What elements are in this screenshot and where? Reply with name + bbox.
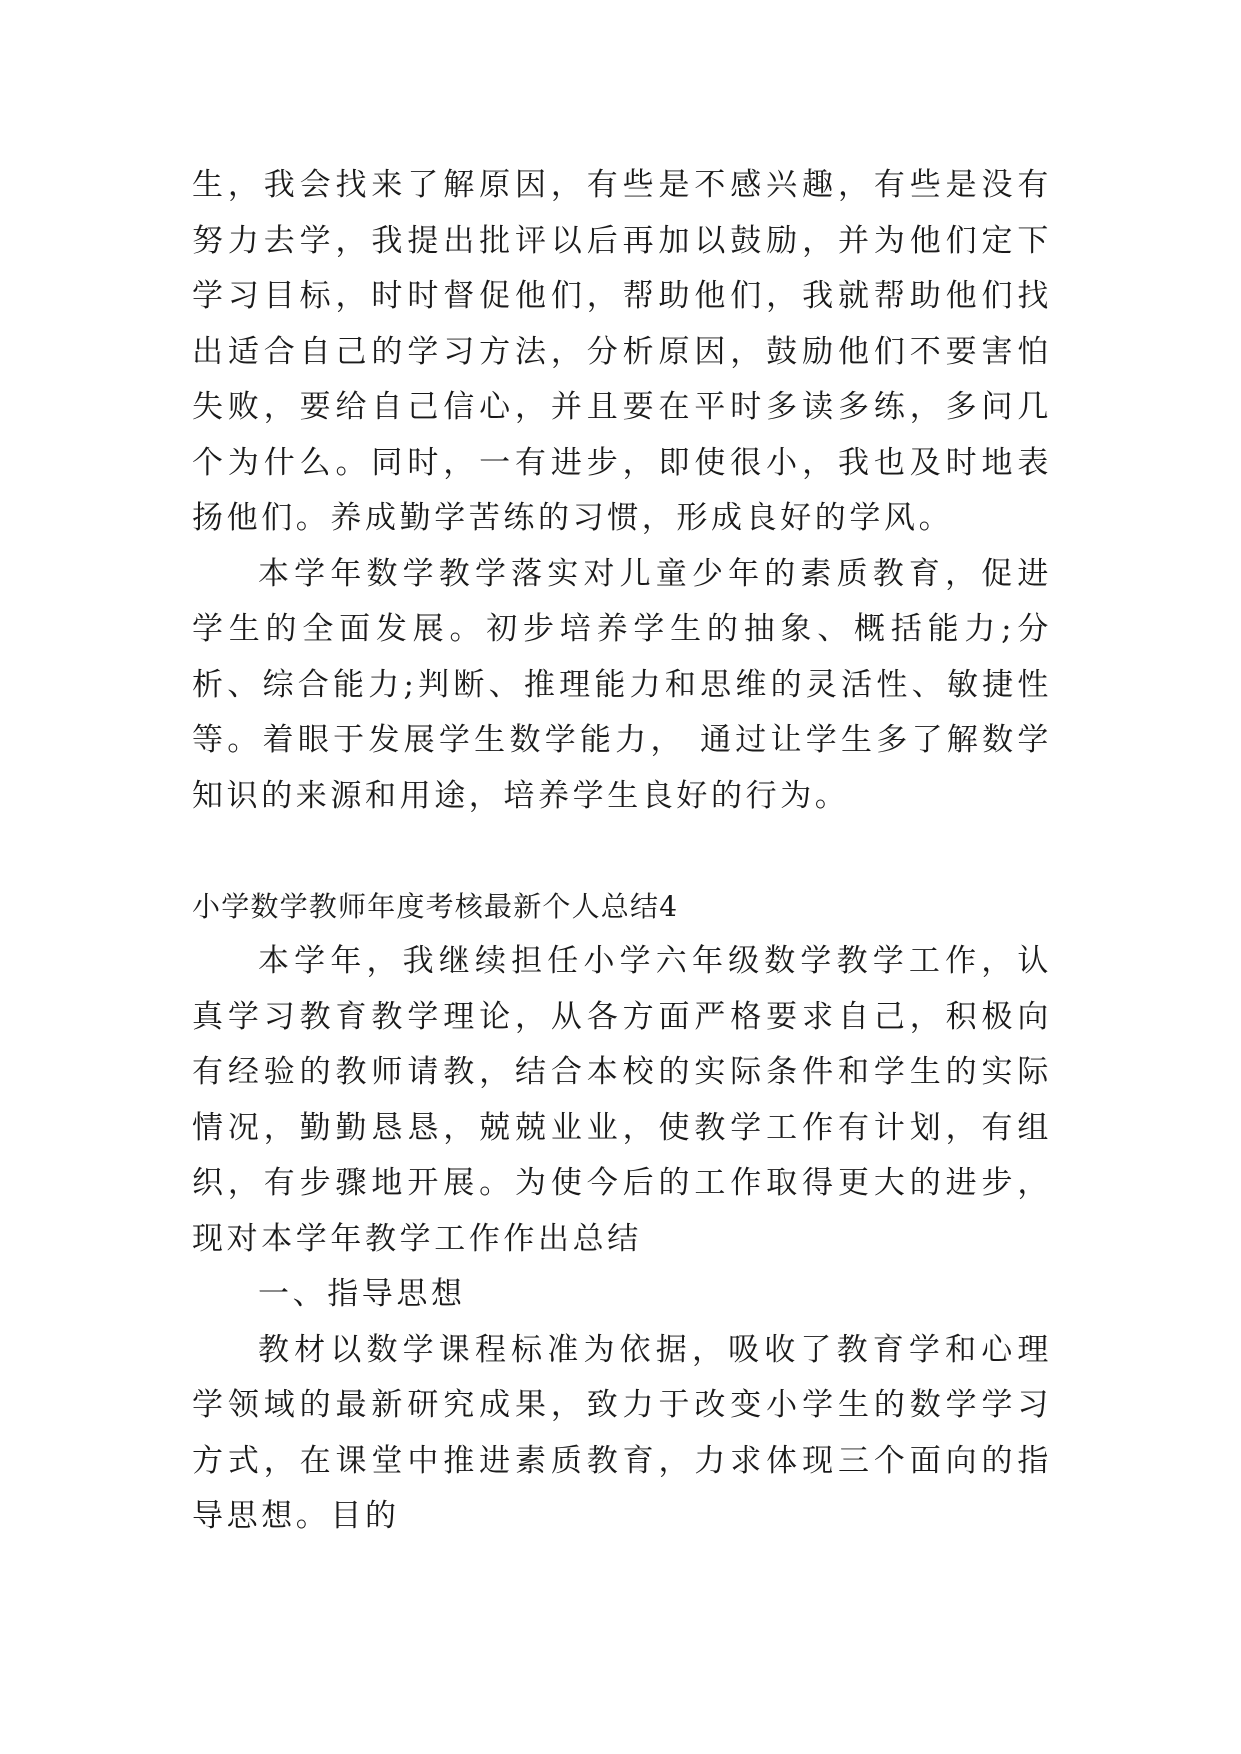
paragraph-quality-education: 本学年数学教学落实对儿童少年的素质教育，促进学生的全面发展。初步培养学生的抽象、概括能力;分析、综合能力;判断、推理能力和思维的灵活性、敏捷性等。着眼于发展学生数学能力， 通过让学生多了解数学知识的来源和用途，培养学生良好的行为。 bbox=[192, 555, 1052, 814]
section-heading: 小学数学教师年度考核最新个人总结4 bbox=[192, 890, 679, 923]
paragraph-continued: 生，我会找来了解原因，有些是不感兴趣，有些是没有努力去学，我提出批评以后再加以鼓励，并为他们定下学习目标，时时督促他们，帮助他们，我就帮助他们找出适合自己的学习方法，分析原因，鼓励他们不要害怕失败，要给自己信心，并且要在平时多读多练，多问几个为什么。同时，一有进步，即使很小，我也及时地表扬他们。养成勤学苦练的习惯，形成良好的学风。 bbox=[192, 167, 1052, 536]
document-page bbox=[192, 158, 1052, 1545]
subheading-guiding-thought: 一、指导思想 bbox=[258, 1276, 466, 1312]
paragraph-textbook: 教材以数学课程标准为依据，吸收了教育学和心理学领域的最新研究成果，致力于改变小学生的数学学习方式，在课堂中推进素质教育，力求体现三个面向的指导思想。目的 bbox=[192, 1331, 1052, 1534]
paragraph-intro: 本学年，我继续担任小学六年级数学教学工作，认真学习教育教学理论，从各方面严格要求自己，积极向有经验的教师请教，结合本校的实际条件和学生的实际情况，勤勤恳恳，兢兢业业，使教学工作有计划，有组织，有步骤地开展。为使今后的工作取得更大的进步，现对本学年教学工作作出总结 bbox=[192, 943, 1052, 1257]
